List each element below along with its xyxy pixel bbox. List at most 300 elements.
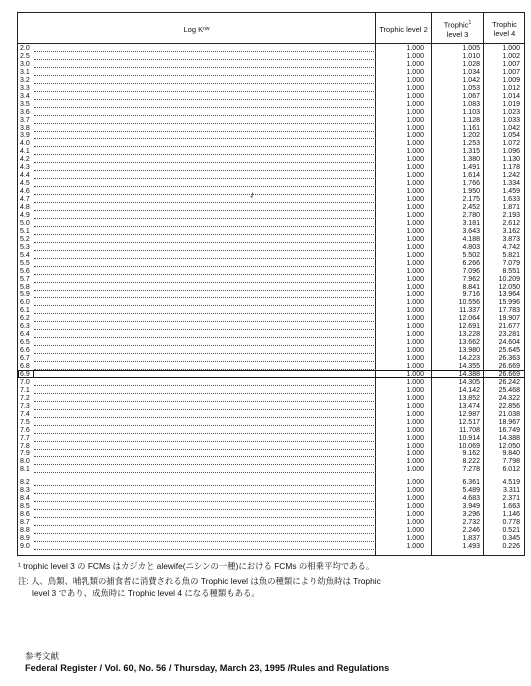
row-logkow: 5.4	[20, 251, 30, 259]
row-logkow: 7.7	[20, 434, 30, 442]
row-logkow: 7.1	[20, 386, 30, 394]
row-logkow: 3.2	[20, 76, 30, 84]
row-value-level-2: 1.000	[406, 299, 424, 307]
row-value-level-3: 10.914	[458, 434, 480, 442]
row-logkow: 3.5	[20, 100, 30, 108]
row-value-level-2: 1.000	[406, 402, 424, 410]
row-value-level-2: 1.000	[406, 251, 424, 259]
row-value-level-2: 1.000	[406, 495, 424, 503]
row-value-level-3: 2.732	[462, 519, 480, 527]
row-value-level-3: 1.005	[462, 45, 480, 52]
row-value-level-2: 1.000	[406, 426, 424, 434]
row-value-level-4: 1.146	[502, 511, 520, 519]
row-leader-dots	[34, 356, 376, 362]
row-leader-dots	[34, 420, 376, 426]
row-leader-dots	[34, 189, 376, 195]
row-value-level-2: 1.000	[406, 227, 424, 235]
header-trophic-level-4: Trophic level 4	[492, 20, 517, 38]
row-leader-dots	[34, 205, 376, 211]
row-value-level-4: 8.551	[502, 267, 520, 275]
row-value-level-3: 10.069	[458, 442, 480, 450]
row-value-level-4: 0.521	[502, 527, 520, 534]
row-logkow: 4.8	[20, 204, 30, 211]
row-value-level-2: 1.000	[406, 458, 424, 466]
row-leader-dots	[34, 316, 376, 322]
row-value-level-4: 1.242	[502, 172, 520, 180]
row-leader-dots	[34, 277, 376, 283]
row-value-level-2: 1.000	[406, 519, 424, 527]
row-value-level-4: 2.371	[502, 495, 520, 503]
row-leader-dots	[34, 404, 376, 410]
row-logkow: 4.3	[20, 164, 30, 172]
row-value-level-4: 1.871	[502, 204, 520, 211]
row-leader-dots	[34, 380, 376, 386]
row-value-level-2: 1.000	[406, 116, 424, 124]
row-logkow: 7.4	[20, 410, 30, 418]
row-value-level-2: 1.000	[406, 172, 424, 180]
row-value-level-2: 1.000	[406, 211, 424, 219]
row-value-level-2: 1.000	[406, 45, 424, 52]
row-value-level-4: 1.178	[502, 164, 520, 172]
row-logkow: 8.1	[20, 466, 30, 474]
row-leader-dots	[34, 292, 376, 298]
row-value-level-2: 1.000	[406, 243, 424, 251]
row-value-level-3: 1.161	[462, 124, 480, 132]
row-value-level-4: 26.669	[498, 370, 520, 378]
header-divider	[18, 43, 524, 44]
row-value-level-4: 10.209	[498, 275, 520, 283]
row-logkow: 5.0	[20, 219, 30, 227]
row-value-level-3: 2.780	[462, 211, 480, 219]
header-log-kow-sub: ow	[203, 25, 210, 32]
row-value-level-3: 14.142	[458, 386, 480, 394]
row-value-level-3: 3.296	[462, 511, 480, 519]
row-logkow: 3.1	[20, 68, 30, 76]
row-logkow: 7.2	[20, 394, 30, 402]
row-value-level-2: 1.000	[406, 108, 424, 116]
row-value-level-3: 12.691	[458, 323, 480, 331]
note-line-1: 注: 人、鳥類、哺乳類の捕食者に消費される魚の Trophic level は魚の種類により幼魚時は Trophic	[18, 576, 381, 586]
row-logkow: 6.1	[20, 307, 30, 315]
row-logkow: 3.7	[20, 116, 30, 124]
row-value-level-2: 1.000	[406, 503, 424, 511]
row-value-level-3: 1.380	[462, 156, 480, 164]
row-value-level-4: 1.007	[502, 60, 520, 68]
row-value-level-4: 1.072	[502, 140, 520, 148]
row-value-level-4: 13.964	[498, 291, 520, 299]
row-value-level-2: 1.000	[406, 188, 424, 196]
row-value-level-2: 1.000	[406, 331, 424, 339]
row-leader-dots	[34, 86, 376, 92]
row-logkow: 7.3	[20, 402, 30, 410]
row-value-level-4: 0.345	[502, 534, 520, 542]
row-value-level-3: 5.502	[462, 251, 480, 259]
row-value-level-2: 1.000	[406, 148, 424, 156]
row-value-level-3: 12.064	[458, 315, 480, 323]
row-logkow: 5.8	[20, 283, 30, 291]
row-value-level-4: 1.663	[502, 503, 520, 511]
row-value-level-2: 1.000	[406, 204, 424, 211]
row-value-level-4: 2.612	[502, 219, 520, 227]
row-leader-dots	[34, 94, 376, 100]
row-leader-dots	[34, 165, 376, 171]
row-logkow: 3.4	[20, 92, 30, 100]
row-value-level-3: 1.042	[462, 76, 480, 84]
row-logkow: 5.7	[20, 275, 30, 283]
row-value-level-3: 1.067	[462, 92, 480, 100]
row-logkow: 3.8	[20, 124, 30, 132]
row-value-level-3: 3.949	[462, 503, 480, 511]
row-logkow: 9.0	[20, 542, 30, 550]
row-logkow: 7.0	[20, 378, 30, 386]
row-logkow: 7.5	[20, 418, 30, 426]
row-logkow: 6.0	[20, 299, 30, 307]
row-value-level-3: 1.614	[462, 172, 480, 180]
row-value-level-3: 1.010	[462, 52, 480, 60]
row-value-level-2: 1.000	[406, 100, 424, 108]
row-logkow: 5.5	[20, 259, 30, 267]
note-line-2: level 3 であり、成魚時に Trophic level 4 になる種類もある。	[32, 588, 260, 598]
row-leader-dots	[34, 488, 376, 494]
row-leader-dots	[34, 110, 376, 116]
row-value-level-4: 1.633	[502, 196, 520, 204]
row-value-level-3: 13.980	[458, 347, 480, 355]
row-value-level-4: 3.311	[503, 487, 520, 495]
row-value-level-2: 1.000	[406, 542, 424, 550]
row-value-level-2: 1.000	[406, 418, 424, 426]
row-leader-dots	[34, 221, 376, 227]
row-value-level-4: 14.388	[498, 434, 520, 442]
row-leader-dots	[34, 428, 376, 434]
row-logkow: 6.9	[20, 370, 30, 378]
row-value-level-2: 1.000	[406, 307, 424, 315]
row-leader-dots	[34, 528, 376, 534]
row-value-level-2: 1.000	[406, 479, 424, 487]
row-value-level-4: 22.856	[498, 402, 520, 410]
row-leader-dots	[34, 451, 376, 457]
row-leader-dots	[34, 173, 376, 179]
header-log-kow-text: Log K	[183, 24, 204, 34]
row-value-level-2: 1.000	[406, 235, 424, 243]
row-value-level-3: 6.266	[462, 259, 480, 267]
header-footnote-mark: 1	[468, 20, 472, 27]
row-value-level-4: 16.749	[498, 426, 520, 434]
row-leader-dots	[34, 78, 376, 84]
row-value-level-3: 7.278	[462, 466, 480, 474]
row-value-level-4: 7.079	[502, 259, 520, 267]
row-value-level-3: 7.962	[462, 275, 480, 283]
row-value-level-3: 1.103	[462, 108, 480, 116]
row-logkow: 8.2	[20, 479, 30, 487]
row-value-level-4: 1.130	[502, 156, 520, 164]
header-trophic-level-2: Trophic level 2	[379, 24, 428, 34]
row-value-level-4: 1.002	[502, 52, 520, 60]
row-value-level-4: 1.007	[502, 68, 520, 76]
row-value-level-3: 2.452	[462, 204, 480, 211]
row-value-level-4: 1.042	[502, 124, 520, 132]
row-value-level-3: 11.337	[459, 307, 480, 315]
row-logkow: 6.6	[20, 347, 30, 355]
row-value-level-4: 0.226	[502, 542, 520, 550]
row-value-level-3: 1.766	[462, 180, 480, 188]
row-value-level-4: 3.873	[502, 235, 520, 243]
row-leader-dots	[34, 126, 376, 132]
row-leader-dots	[34, 237, 376, 243]
row-value-level-3: 7.096	[462, 267, 480, 275]
pen-mark: ✓	[247, 190, 258, 201]
header-trophic-text: Trophic	[443, 20, 469, 30]
row-value-level-2: 1.000	[406, 466, 424, 474]
row-value-level-3: 1.493	[462, 542, 480, 550]
row-logkow: 8.5	[20, 503, 30, 511]
trophic-table	[17, 12, 525, 556]
row-value-level-3: 1.028	[462, 60, 480, 68]
row-value-level-2: 1.000	[406, 164, 424, 172]
row-value-level-3: 5.489	[462, 487, 480, 495]
row-leader-dots	[34, 285, 376, 291]
row-logkow: 2.0	[20, 45, 30, 52]
row-leader-dots	[34, 197, 376, 203]
row-value-level-4: 6.012	[502, 466, 520, 474]
row-value-level-3: 14.223	[458, 355, 480, 363]
row-value-level-2: 1.000	[406, 291, 424, 299]
row-value-level-4: 23.281	[498, 331, 520, 339]
row-leader-dots	[34, 253, 376, 259]
row-value-level-3: 9.162	[462, 450, 480, 458]
row-value-level-4: 25.468	[498, 386, 520, 394]
row-value-level-3: 14.388	[458, 370, 480, 378]
row-value-level-2: 1.000	[406, 124, 424, 132]
row-logkow: 7.6	[20, 426, 30, 434]
row-value-level-3: 1.128	[462, 116, 480, 124]
row-value-level-4: 1.012	[502, 84, 520, 92]
reference-citation: Federal Register / Vol. 60, No. 56 / Thursday, March 23, 1995 /Rules and Regulations	[25, 663, 390, 673]
row-leader-dots	[34, 118, 376, 124]
row-leader-dots	[34, 157, 376, 163]
row-logkow: 8.7	[20, 519, 30, 527]
row-value-level-2: 1.000	[406, 347, 424, 355]
row-value-level-3: 13.662	[458, 339, 480, 347]
row-logkow: 7.9	[20, 450, 30, 458]
row-leader-dots	[34, 504, 376, 510]
row-leader-dots	[34, 348, 376, 354]
row-value-level-2: 1.000	[406, 92, 424, 100]
row-value-level-2: 1.000	[406, 68, 424, 76]
footnotes	[18, 560, 523, 599]
row-value-level-3: 1.202	[462, 132, 480, 140]
row-value-level-4: 1.000	[502, 45, 520, 52]
row-logkow: 3.9	[20, 132, 30, 140]
row-logkow: 8.9	[20, 534, 30, 542]
row-value-level-3: 4.188	[462, 235, 480, 243]
row-value-level-4: 1.023	[502, 108, 520, 116]
row-value-level-2: 1.000	[406, 283, 424, 291]
row-value-level-3: 2.175	[462, 196, 480, 204]
row-leader-dots	[34, 70, 376, 76]
row-value-level-3: 3.181	[462, 219, 480, 227]
row-value-level-3: 4.683	[462, 495, 480, 503]
row-leader-dots	[34, 388, 376, 394]
row-value-level-4: 21.038	[498, 410, 520, 418]
row-value-level-4: 24.604	[498, 339, 520, 347]
row-value-level-3: 2.246	[462, 527, 480, 534]
row-value-level-4: 26.363	[498, 355, 520, 363]
row-leader-dots	[34, 340, 376, 346]
row-value-level-2: 1.000	[406, 394, 424, 402]
row-value-level-3: 6.361	[462, 479, 480, 487]
row-logkow: 6.5	[20, 339, 30, 347]
row-value-level-3: 8.222	[462, 458, 480, 466]
row-logkow: 4.0	[20, 140, 30, 148]
row-leader-dots	[34, 308, 376, 314]
row-logkow: 5.2	[20, 235, 30, 243]
row-value-level-2: 1.000	[406, 363, 424, 370]
row-value-level-4: 12.050	[498, 283, 520, 291]
row-value-level-3: 1.034	[462, 68, 480, 76]
row-leader-dots	[34, 520, 376, 526]
row-logkow: 2.5	[20, 52, 30, 60]
row-leader-dots	[34, 444, 376, 450]
column-divider	[431, 13, 432, 555]
row-value-level-4: 3.162	[502, 227, 520, 235]
row-value-level-4: 15.996	[498, 299, 520, 307]
row-value-level-3: 10.556	[458, 299, 480, 307]
row-value-level-2: 1.000	[406, 259, 424, 267]
row-value-level-3: 13.228	[458, 331, 480, 339]
header-log-kow	[18, 15, 375, 43]
row-value-level-2: 1.000	[406, 52, 424, 60]
row-logkow: 5.1	[20, 227, 30, 235]
row-value-level-3: 14.355	[458, 363, 480, 370]
row-value-level-4: 17.783	[498, 307, 520, 315]
row-value-level-3: 1.253	[462, 140, 480, 148]
row-logkow: 6.3	[20, 323, 30, 331]
row-value-level-3: 13.852	[458, 394, 480, 402]
row-value-level-3: 11.708	[459, 426, 480, 434]
row-leader-dots	[34, 459, 376, 465]
row-logkow: 3.0	[20, 60, 30, 68]
row-leader-dots	[34, 261, 376, 267]
row-logkow: 3.3	[20, 84, 30, 92]
row-value-level-2: 1.000	[406, 84, 424, 92]
row-value-level-2: 1.000	[406, 378, 424, 386]
row-value-level-2: 1.000	[406, 132, 424, 140]
row-logkow: 6.2	[20, 315, 30, 323]
row-value-level-2: 1.000	[406, 156, 424, 164]
row-leader-dots	[34, 102, 376, 108]
row-leader-dots	[34, 229, 376, 235]
row-value-level-3: 1.083	[462, 100, 480, 108]
row-value-level-2: 1.000	[406, 315, 424, 323]
row-value-level-4: 7.798	[502, 458, 520, 466]
row-leader-dots	[34, 512, 376, 518]
row-value-level-2: 1.000	[406, 370, 424, 378]
row-logkow: 5.9	[20, 291, 30, 299]
row-value-level-3: 12.987	[458, 410, 480, 418]
row-value-level-4: 21.677	[498, 323, 520, 331]
row-logkow: 8.8	[20, 527, 30, 534]
row-value-level-2: 1.000	[406, 196, 424, 204]
highlight-row-lines	[18, 370, 524, 378]
row-value-level-2: 1.000	[406, 267, 424, 275]
row-logkow: 7.8	[20, 442, 30, 450]
row-value-level-2: 1.000	[406, 323, 424, 331]
row-leader-dots	[34, 396, 376, 402]
row-logkow: 8.3	[20, 487, 30, 495]
row-leader-dots	[34, 544, 376, 550]
row-value-level-2: 1.000	[406, 487, 424, 495]
row-value-level-3: 1.491	[462, 164, 480, 172]
row-leader-dots	[34, 480, 376, 486]
row-value-level-4: 1.334	[502, 180, 520, 188]
footnote-1: ¹ trophic level 3 の FCMs はカジカと alewife(ニシンの一種)における FCMs の相乗平均である。	[18, 561, 375, 571]
row-value-level-3: 13.474	[458, 402, 480, 410]
row-leader-dots	[34, 412, 376, 418]
row-value-level-4: 4.742	[502, 243, 520, 251]
row-value-level-2: 1.000	[406, 219, 424, 227]
row-leader-dots	[34, 496, 376, 502]
row-leader-dots	[34, 213, 376, 219]
row-leader-dots	[34, 324, 376, 330]
row-leader-dots	[34, 46, 376, 52]
row-logkow: 5.3	[20, 243, 30, 251]
highlight-box	[18, 370, 34, 378]
row-value-level-3: 1.053	[462, 84, 480, 92]
row-value-level-4: 1.033	[502, 116, 520, 124]
row-leader-dots	[34, 133, 376, 139]
row-value-level-2: 1.000	[406, 386, 424, 394]
row-leader-dots	[34, 467, 376, 473]
row-value-level-4: 24.322	[498, 394, 520, 402]
row-leader-dots	[34, 332, 376, 338]
row-value-level-3: 1.837	[462, 534, 480, 542]
row-logkow: 4.2	[20, 156, 30, 164]
row-value-level-4: 1.459	[502, 188, 520, 196]
row-leader-dots	[34, 436, 376, 442]
row-value-level-4: 26.242	[498, 378, 520, 386]
row-value-level-3: 12.517	[458, 418, 480, 426]
row-value-level-3: 3.643	[462, 227, 480, 235]
row-value-level-2: 1.000	[406, 355, 424, 363]
row-value-level-4: 9.840	[502, 450, 520, 458]
row-leader-dots	[34, 141, 376, 147]
row-value-level-2: 1.000	[406, 527, 424, 534]
row-logkow: 4.9	[20, 211, 30, 219]
row-leader-dots	[34, 536, 376, 542]
row-value-level-4: 1.019	[502, 100, 520, 108]
row-value-level-4: 5.821	[502, 251, 520, 259]
row-logkow: 6.4	[20, 331, 30, 339]
row-value-level-4: 0.778	[502, 519, 520, 527]
row-leader-dots	[34, 245, 376, 251]
row-logkow: 3.6	[20, 108, 30, 116]
row-logkow: 4.4	[20, 172, 30, 180]
row-value-level-2: 1.000	[406, 76, 424, 84]
row-value-level-2: 1.000	[406, 450, 424, 458]
row-value-level-2: 1.000	[406, 534, 424, 542]
row-leader-dots	[34, 62, 376, 68]
row-leader-dots	[34, 300, 376, 306]
row-logkow: 5.6	[20, 267, 30, 275]
row-value-level-4: 19.907	[498, 315, 520, 323]
row-logkow: 6.8	[20, 363, 30, 370]
row-value-level-3: 8.841	[462, 283, 480, 291]
row-value-level-2: 1.000	[406, 410, 424, 418]
row-value-level-3: 1.950	[462, 188, 480, 196]
row-value-level-4: 1.009	[502, 76, 520, 84]
references-heading: 参考文献	[25, 651, 60, 661]
row-value-level-4: 1.054	[502, 132, 520, 140]
